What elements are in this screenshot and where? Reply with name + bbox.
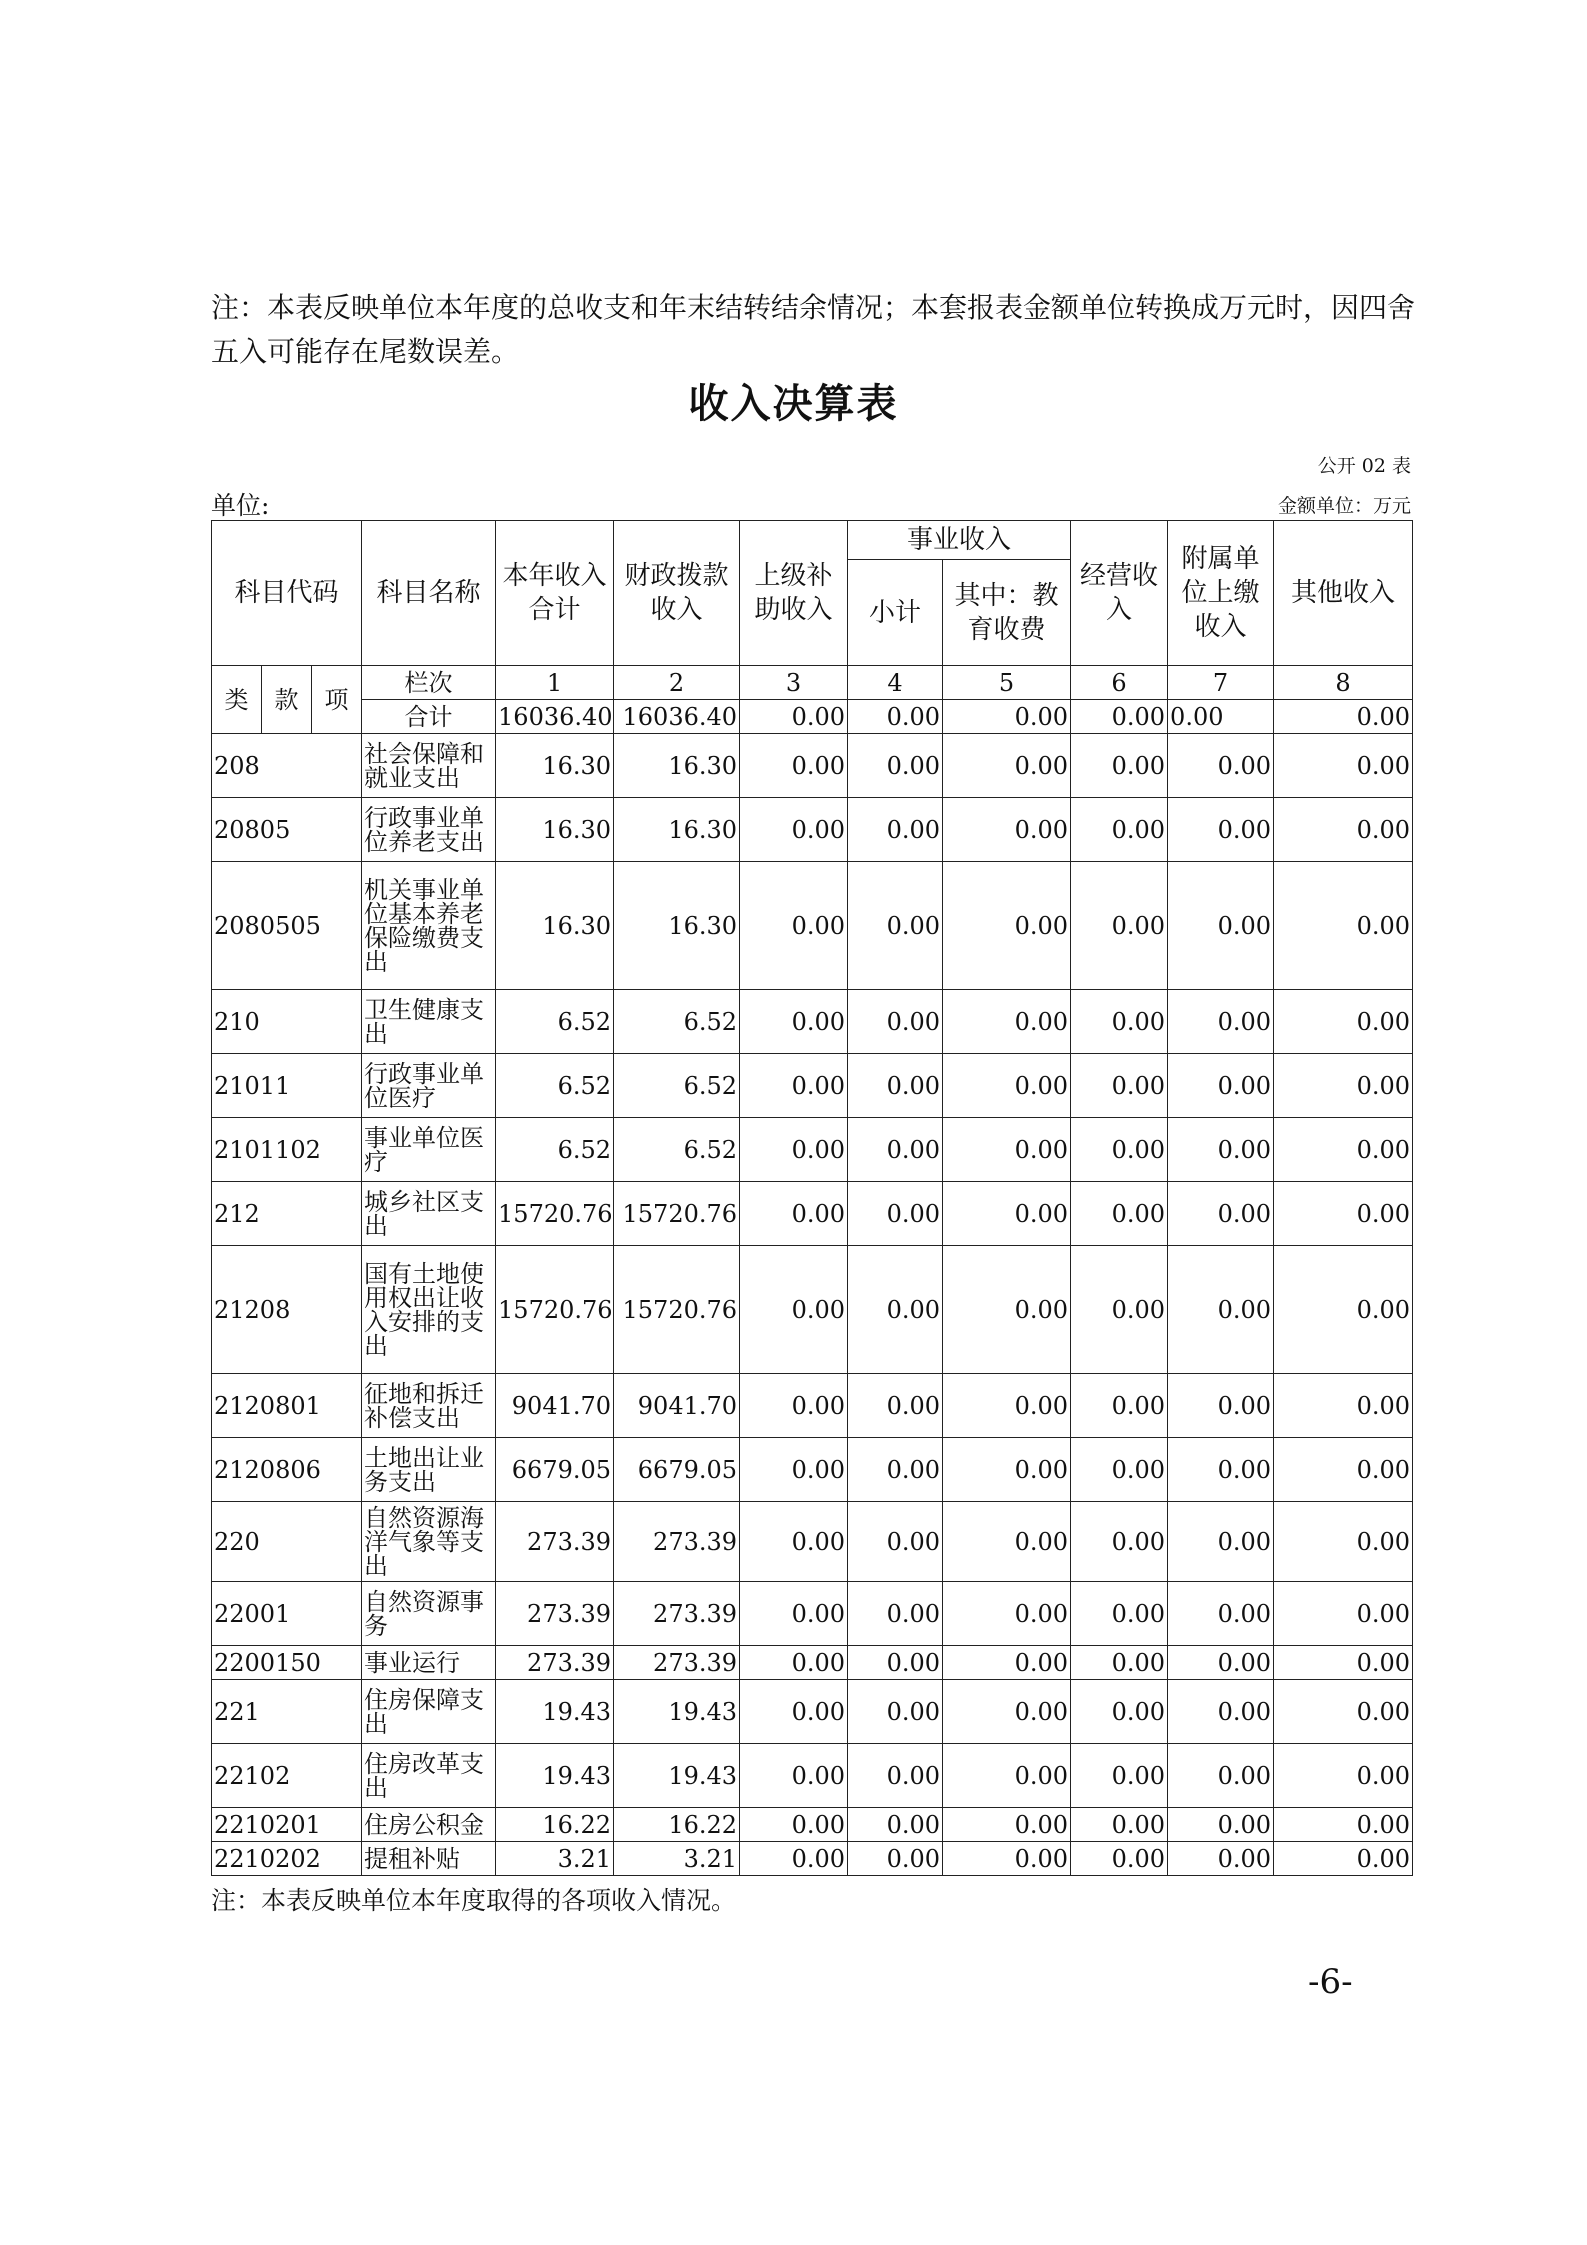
header-superior: 上级补助收入 — [740, 521, 848, 666]
amount-cell: 15720.76 — [614, 1246, 740, 1374]
amount-cell: 0.00 — [1071, 1808, 1168, 1842]
subject-code: 22001 — [212, 1582, 362, 1646]
total-cell: 0.00 — [740, 700, 848, 734]
subject-name: 住房保障支出 — [362, 1680, 496, 1744]
subject-name: 提租补贴 — [362, 1842, 496, 1876]
header-affiliated: 附属单位上缴收入 — [1168, 521, 1274, 666]
amount-cell: 0.00 — [1071, 1582, 1168, 1646]
amount-cell: 0.00 — [943, 734, 1071, 798]
amount-cell: 0.00 — [848, 1502, 943, 1582]
amount-cell: 9041.70 — [496, 1374, 614, 1438]
amount-cell: 6.52 — [496, 990, 614, 1054]
amount-cell: 0.00 — [1168, 1744, 1274, 1808]
header-total: 本年收入合计 — [496, 521, 614, 666]
header-kuan: 款 — [262, 666, 312, 734]
amount-cell: 0.00 — [943, 1744, 1071, 1808]
amount-cell: 3.21 — [496, 1842, 614, 1876]
amount-cell: 0.00 — [1071, 1438, 1168, 1502]
amount-cell: 19.43 — [496, 1680, 614, 1744]
total-row — [212, 700, 1413, 734]
amount-cell: 0.00 — [943, 1582, 1071, 1646]
subject-code: 2120801 — [212, 1374, 362, 1438]
amount-cell: 0.00 — [1274, 990, 1413, 1054]
amount-cell: 0.00 — [1168, 1808, 1274, 1842]
amount-cell: 0.00 — [848, 1646, 943, 1680]
amount-cell: 0.00 — [848, 1374, 943, 1438]
col-number: 8 — [1274, 666, 1413, 700]
amount-cell: 0.00 — [943, 990, 1071, 1054]
table-row — [212, 1582, 1413, 1646]
subject-name: 事业单位医疗 — [362, 1118, 496, 1182]
amount-cell: 273.39 — [614, 1582, 740, 1646]
amount-cell: 0.00 — [848, 1246, 943, 1374]
subject-code: 2080505 — [212, 862, 362, 990]
amount-cell: 0.00 — [740, 1054, 848, 1118]
subject-code: 20805 — [212, 798, 362, 862]
table-id: 公开 02 表 — [1317, 455, 1411, 477]
subject-code: 21208 — [212, 1246, 362, 1374]
amount-cell: 3.21 — [614, 1842, 740, 1876]
amount-cell: 0.00 — [848, 862, 943, 990]
amount-cell: 0.00 — [1071, 990, 1168, 1054]
amount-cell: 0.00 — [740, 1646, 848, 1680]
amount-cell: 16.30 — [496, 734, 614, 798]
amount-cell: 0.00 — [1071, 862, 1168, 990]
table-row — [212, 1842, 1413, 1876]
subject-code: 2210202 — [212, 1842, 362, 1876]
subject-name: 自然资源海洋气象等支出 — [362, 1502, 496, 1582]
amount-cell: 0.00 — [848, 1054, 943, 1118]
amount-cell: 0.00 — [848, 1808, 943, 1842]
table-row — [212, 1182, 1413, 1246]
amount-cell: 19.43 — [614, 1680, 740, 1744]
unit-label: 单位: — [211, 491, 270, 520]
amount-cell: 0.00 — [1168, 1646, 1274, 1680]
amount-cell: 0.00 — [740, 1246, 848, 1374]
amount-cell: 0.00 — [1071, 1646, 1168, 1680]
amount-cell: 0.00 — [740, 1680, 848, 1744]
amount-cell: 0.00 — [1168, 1182, 1274, 1246]
amount-cell: 0.00 — [1274, 1438, 1413, 1502]
amount-cell: 0.00 — [1071, 1118, 1168, 1182]
col-number: 2 — [614, 666, 740, 700]
amount-cell: 16.30 — [496, 862, 614, 990]
total-cell: 0.00 — [1071, 700, 1168, 734]
amount-cell: 16.30 — [614, 734, 740, 798]
total-cell: 16036.40 — [496, 700, 614, 734]
bottom-note: 注：本表反映单位本年度取得的各项收入情况。 — [211, 1886, 737, 1915]
amount-cell: 0.00 — [848, 1582, 943, 1646]
amount-cell: 16.22 — [614, 1808, 740, 1842]
amount-cell: 0.00 — [1168, 862, 1274, 990]
amount-cell: 0.00 — [1274, 1808, 1413, 1842]
amount-cell: 0.00 — [1168, 734, 1274, 798]
subject-name: 土地出让业务支出 — [362, 1438, 496, 1502]
col-number: 5 — [943, 666, 1071, 700]
header-other: 其他收入 — [1274, 521, 1413, 666]
table-row — [212, 1808, 1413, 1842]
amount-cell: 0.00 — [848, 1680, 943, 1744]
total-row-label: 合计 — [362, 700, 496, 734]
amount-cell: 6.52 — [614, 1054, 740, 1118]
subject-code: 2200150 — [212, 1646, 362, 1680]
table-row — [212, 1374, 1413, 1438]
amount-cell: 0.00 — [943, 1646, 1071, 1680]
total-cell: 16036.40 — [614, 700, 740, 734]
amount-cell: 0.00 — [848, 990, 943, 1054]
amount-cell: 0.00 — [740, 734, 848, 798]
subject-code: 210 — [212, 990, 362, 1054]
amount-cell: 0.00 — [943, 1502, 1071, 1582]
amount-cell: 6.52 — [614, 1118, 740, 1182]
amount-cell: 16.30 — [614, 862, 740, 990]
amount-cell: 15720.76 — [614, 1182, 740, 1246]
amount-cell: 0.00 — [1168, 1118, 1274, 1182]
amount-cell: 0.00 — [740, 862, 848, 990]
subject-name: 住房改革支出 — [362, 1744, 496, 1808]
amount-cell: 0.00 — [1071, 734, 1168, 798]
subject-code: 208 — [212, 734, 362, 798]
header-education: 其中：教育收费 — [943, 560, 1071, 666]
amount-cell: 0.00 — [943, 1374, 1071, 1438]
amount-cell: 0.00 — [1071, 1054, 1168, 1118]
amount-cell: 0.00 — [740, 1808, 848, 1842]
col-number: 6 — [1071, 666, 1168, 700]
subject-code: 212 — [212, 1182, 362, 1246]
income-table — [211, 520, 1413, 1876]
amount-cell: 6.52 — [614, 990, 740, 1054]
amount-cell: 0.00 — [1274, 1118, 1413, 1182]
amount-cell: 0.00 — [1274, 1680, 1413, 1744]
amount-cell: 16.22 — [496, 1808, 614, 1842]
table-row — [212, 798, 1413, 862]
amount-cell: 15720.76 — [496, 1182, 614, 1246]
amount-cell: 0.00 — [740, 1118, 848, 1182]
amount-cell: 0.00 — [740, 1374, 848, 1438]
amount-cell: 0.00 — [1274, 1582, 1413, 1646]
amount-cell: 0.00 — [1071, 1502, 1168, 1582]
subject-name: 城乡社区支出 — [362, 1182, 496, 1246]
amount-cell: 6679.05 — [614, 1438, 740, 1502]
subject-name: 行政事业单位养老支出 — [362, 798, 496, 862]
amount-cell: 0.00 — [1274, 1842, 1413, 1876]
subject-code: 2210201 — [212, 1808, 362, 1842]
amount-cell: 0.00 — [943, 862, 1071, 990]
amount-cell: 0.00 — [740, 990, 848, 1054]
total-cell: 0.00 — [943, 700, 1071, 734]
amount-cell: 0.00 — [943, 1808, 1071, 1842]
col-number: 3 — [740, 666, 848, 700]
table-row — [212, 862, 1413, 990]
header-xiang: 项 — [312, 666, 362, 734]
table-row — [212, 1118, 1413, 1182]
top-note: 注：本表反映单位本年度的总收支和年末结转结余情况；本套报表金额单位转换成万元时，因四舍五入可能存在尾数误差。 — [211, 291, 1416, 368]
amount-cell: 0.00 — [1274, 1502, 1413, 1582]
amount-cell: 0.00 — [1071, 1246, 1168, 1374]
amount-cell: 0.00 — [740, 1502, 848, 1582]
subject-name: 事业运行 — [362, 1646, 496, 1680]
table-row — [212, 1438, 1413, 1502]
amount-cell: 0.00 — [740, 798, 848, 862]
total-cell: 0.00 — [1274, 700, 1413, 734]
table-row — [212, 1054, 1413, 1118]
amount-cell: 16.30 — [614, 798, 740, 862]
table-row — [212, 734, 1413, 798]
header-column-label: 栏次 — [362, 666, 496, 700]
total-cell: 0.00 — [848, 700, 943, 734]
page-title: 收入决算表 — [688, 381, 899, 427]
subject-code: 220 — [212, 1502, 362, 1582]
subject-name: 国有土地使用权出让收入安排的支出 — [362, 1246, 496, 1374]
table-row — [212, 1744, 1413, 1808]
amount-cell: 0.00 — [848, 1438, 943, 1502]
subject-name: 住房公积金 — [362, 1808, 496, 1842]
table-row — [212, 1246, 1413, 1374]
amount-cell: 0.00 — [943, 798, 1071, 862]
amount-cell: 0.00 — [740, 1438, 848, 1502]
amount-cell: 0.00 — [943, 1182, 1071, 1246]
total-cell: 0.00 — [1168, 700, 1274, 734]
amount-cell: 6.52 — [496, 1118, 614, 1182]
amount-cell: 0.00 — [943, 1118, 1071, 1182]
header-fiscal: 财政拨款收入 — [614, 521, 740, 666]
table-row — [212, 990, 1413, 1054]
amount-cell: 0.00 — [1071, 798, 1168, 862]
amount-cell: 0.00 — [1071, 1744, 1168, 1808]
amount-cell: 0.00 — [943, 1438, 1071, 1502]
amount-cell: 0.00 — [1274, 1374, 1413, 1438]
amount-cell: 0.00 — [1168, 1842, 1274, 1876]
subject-name: 征地和拆迁补偿支出 — [362, 1374, 496, 1438]
amount-cell: 0.00 — [848, 1842, 943, 1876]
subject-code: 21011 — [212, 1054, 362, 1118]
table-row — [212, 1680, 1413, 1744]
subject-code: 2101102 — [212, 1118, 362, 1182]
subject-name: 机关事业单位基本养老保险缴费支出 — [362, 862, 496, 990]
amount-cell: 16.30 — [496, 798, 614, 862]
amount-cell: 6679.05 — [496, 1438, 614, 1502]
amount-cell: 0.00 — [1274, 1246, 1413, 1374]
amount-cell: 0.00 — [740, 1582, 848, 1646]
col-number: 1 — [496, 666, 614, 700]
subject-name: 行政事业单位医疗 — [362, 1054, 496, 1118]
amount-cell: 0.00 — [1071, 1374, 1168, 1438]
header-operating: 经营收入 — [1071, 521, 1168, 666]
amount-cell: 0.00 — [740, 1182, 848, 1246]
amount-cell: 0.00 — [848, 734, 943, 798]
amount-cell: 0.00 — [848, 1744, 943, 1808]
amount-cell: 273.39 — [614, 1646, 740, 1680]
amount-cell: 273.39 — [496, 1502, 614, 1582]
col-number: 7 — [1168, 666, 1274, 700]
amount-cell: 0.00 — [1168, 798, 1274, 862]
col-number: 4 — [848, 666, 943, 700]
subject-name: 社会保障和就业支出 — [362, 734, 496, 798]
table-row — [212, 1646, 1413, 1680]
amount-unit: 金额单位：万元 — [1277, 495, 1411, 517]
amount-cell: 0.00 — [848, 798, 943, 862]
amount-cell: 0.00 — [943, 1246, 1071, 1374]
amount-cell: 0.00 — [1168, 1582, 1274, 1646]
amount-cell: 0.00 — [1274, 862, 1413, 990]
amount-cell: 0.00 — [1274, 798, 1413, 862]
amount-cell: 0.00 — [848, 1118, 943, 1182]
header-subtotal: 小计 — [848, 560, 943, 666]
amount-cell: 15720.76 — [496, 1246, 614, 1374]
header-code: 科目代码 — [212, 521, 362, 666]
amount-cell: 0.00 — [943, 1054, 1071, 1118]
amount-cell: 273.39 — [496, 1582, 614, 1646]
amount-cell: 0.00 — [1274, 734, 1413, 798]
header-lei: 类 — [212, 666, 262, 734]
amount-cell: 0.00 — [1071, 1842, 1168, 1876]
amount-cell: 0.00 — [1274, 1646, 1413, 1680]
amount-cell: 0.00 — [1168, 1246, 1274, 1374]
amount-cell: 0.00 — [1168, 1438, 1274, 1502]
subject-name: 卫生健康支出 — [362, 990, 496, 1054]
amount-cell: 0.00 — [1071, 1182, 1168, 1246]
amount-cell: 9041.70 — [614, 1374, 740, 1438]
amount-cell: 0.00 — [1168, 1374, 1274, 1438]
amount-cell: 273.39 — [614, 1502, 740, 1582]
amount-cell: 0.00 — [1168, 1680, 1274, 1744]
amount-cell: 0.00 — [1071, 1680, 1168, 1744]
amount-cell: 0.00 — [848, 1182, 943, 1246]
amount-cell: 19.43 — [614, 1744, 740, 1808]
header-name: 科目名称 — [362, 521, 496, 666]
header-business: 事业收入 — [848, 521, 1071, 560]
amount-cell: 0.00 — [740, 1744, 848, 1808]
amount-cell: 0.00 — [1168, 1054, 1274, 1118]
amount-cell: 0.00 — [943, 1842, 1071, 1876]
amount-cell: 0.00 — [1274, 1744, 1413, 1808]
amount-cell: 0.00 — [1168, 990, 1274, 1054]
subject-name: 自然资源事务 — [362, 1582, 496, 1646]
amount-cell: 0.00 — [1274, 1054, 1413, 1118]
subject-code: 2120806 — [212, 1438, 362, 1502]
amount-cell: 0.00 — [1168, 1502, 1274, 1582]
amount-cell: 6.52 — [496, 1054, 614, 1118]
amount-cell: 19.43 — [496, 1744, 614, 1808]
amount-cell: 0.00 — [943, 1680, 1071, 1744]
amount-cell: 0.00 — [740, 1842, 848, 1876]
amount-cell: 273.39 — [496, 1646, 614, 1680]
subject-code: 221 — [212, 1680, 362, 1744]
page-number: -6- — [1308, 1962, 1353, 2002]
amount-cell: 0.00 — [1274, 1182, 1413, 1246]
table-row — [212, 1502, 1413, 1582]
subject-code: 22102 — [212, 1744, 362, 1808]
